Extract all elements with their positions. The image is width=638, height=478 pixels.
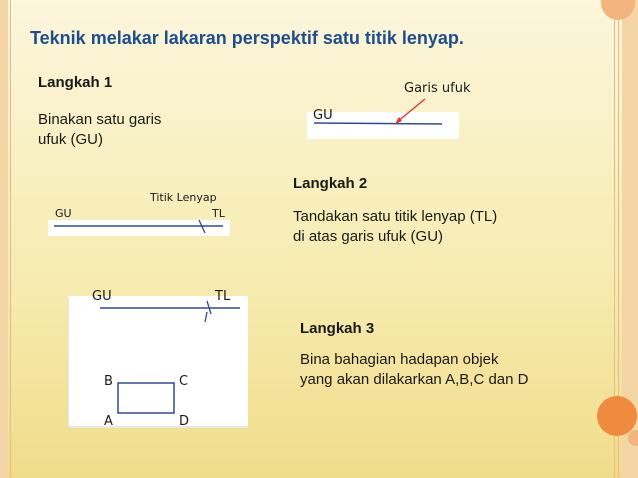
step1-callout-arrow <box>397 99 425 122</box>
step1-garis-ufuk-callout: Garis ufuk <box>404 81 471 96</box>
step2-heading: Langkah 2 <box>293 175 368 192</box>
step1-horizon-diagram <box>300 85 460 145</box>
step3-point-d-label: D <box>179 414 190 429</box>
step1-body-line2: ufuk (GU) <box>38 131 104 148</box>
step3-front-rectangle-abcd <box>118 383 174 413</box>
step2-titik-lenyap-callout: Titik Lenyap <box>150 191 217 204</box>
left-border-band <box>0 0 8 478</box>
slide-title: Teknik melakar lakaran perspektif satu titik lenyap. <box>30 28 464 48</box>
bottom-right-circle-decoration <box>597 396 637 436</box>
step2-tl-label: TL <box>212 207 225 220</box>
step2-horizon-diagram <box>48 215 233 240</box>
left-border-line <box>10 0 11 478</box>
step3-tl-label: TL <box>215 289 231 304</box>
step3-point-b-label: B <box>104 374 113 389</box>
step3-heading: Langkah 3 <box>300 320 375 337</box>
step1-body-line1: Binakan satu garis <box>38 111 162 128</box>
step3-front-face-diagram <box>68 296 248 428</box>
step2-body-line1: Tandakan satu titik lenyap (TL) <box>293 208 498 225</box>
step3-point-c-label: C <box>179 374 189 389</box>
step3-vanishing-point-tick-2 <box>205 312 207 322</box>
step1-horizon-line <box>314 123 442 124</box>
step3-body-line1: Bina bahagian hadapan objek <box>300 351 499 368</box>
step3-body-line2: yang akan dilakarkan A,B,C dan D <box>300 371 529 388</box>
step3-point-a-label: A <box>104 414 113 429</box>
step3-gu-label: GU <box>92 289 112 304</box>
step2-gu-label: GU <box>55 207 72 220</box>
step2-body-line2: di atas garis ufuk (GU) <box>293 228 444 245</box>
bottom-right-small-circle-decoration <box>628 430 638 446</box>
step1-heading: Langkah 1 <box>38 74 113 91</box>
step1-gu-label: GU <box>313 108 333 123</box>
